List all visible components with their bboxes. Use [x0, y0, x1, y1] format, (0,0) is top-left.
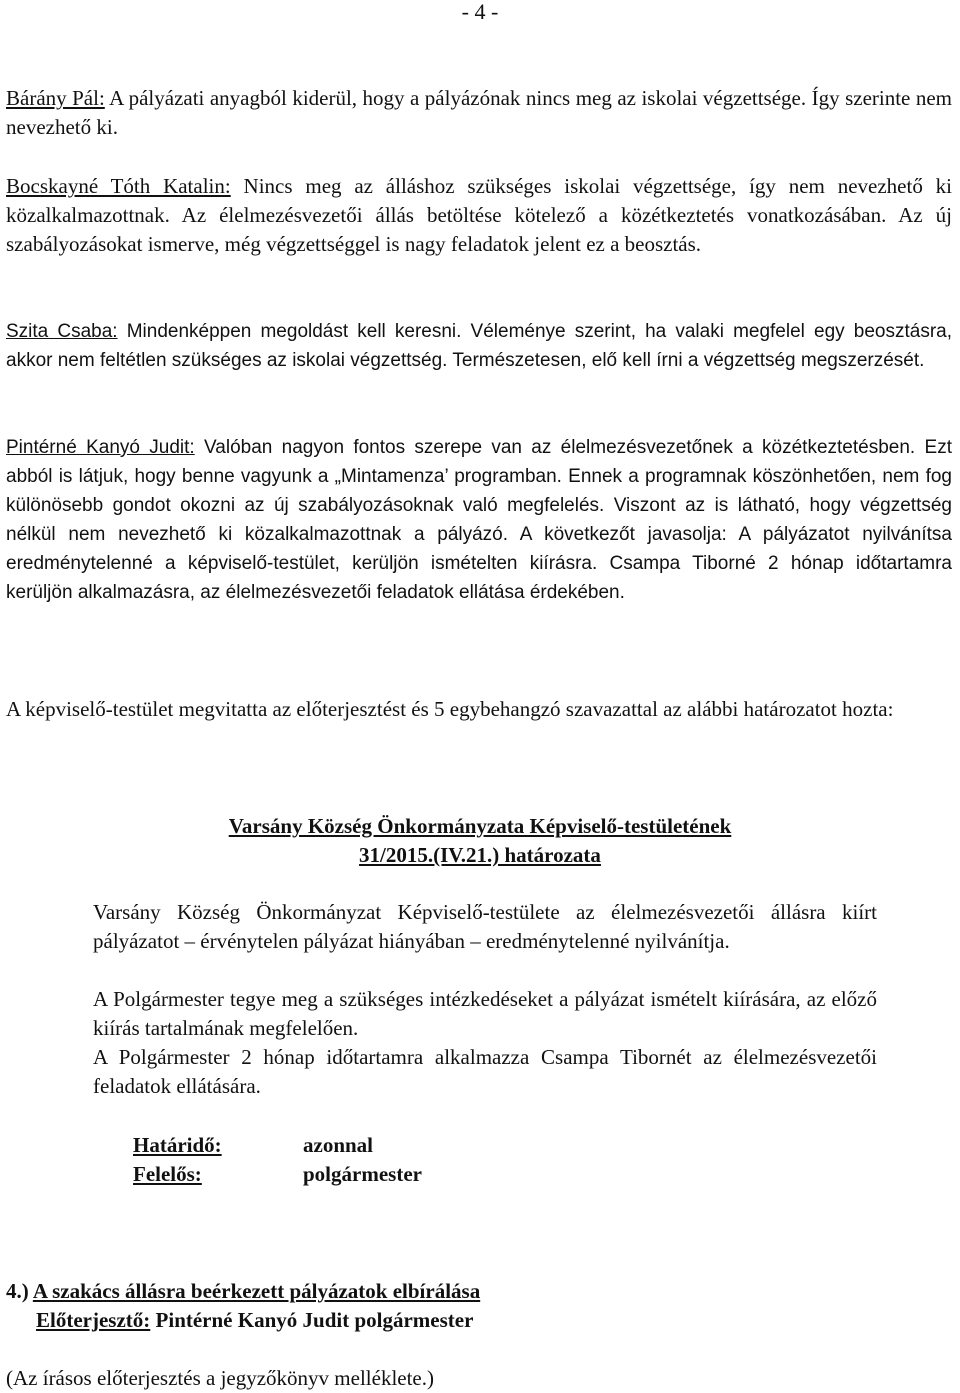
responsible-label: Felelős: [133, 1162, 202, 1186]
resolution-text-2: A Polgármester tegye meg a szükséges intézkedéseket a pályázat ismételt kiírására, az előző kiírás tartalmának megfelelően. [93, 987, 877, 1040]
paragraph-decision-intro [6, 695, 952, 724]
deadline-value: azonnal [303, 1133, 374, 1157]
page-number: - 4 - [461, 0, 499, 24]
paragraph-bocskayne [6, 172, 952, 259]
speaker-name: Pintérné Kanyó Judit: [6, 437, 195, 458]
responsible-value: polgármester [303, 1162, 422, 1186]
resolution-title-line2: 31/2015.(IV.21.) határozata [359, 843, 601, 867]
paragraph-barany-pal [6, 84, 952, 142]
paragraph-text: A képviselő-testület megvitatta az előterjesztést és 5 egybehangzó szavazattal az alábbi határozatot hozta: [6, 697, 894, 721]
agenda-title: A szakács állásra beérkezett pályázatok elbírálása [32, 1279, 481, 1303]
resolution-text-1: Varsány Község Önkormányzat Képviselő-testülete az élelmezésvezetői állásra kiírt pályázatot – érvénytelen pályázat hiányában – eredménytelenné nyilvánítja. [93, 900, 877, 953]
paragraph-szita-csaba [6, 317, 952, 375]
agenda-note: (Az írásos előterjesztés a jegyzőkönyv melléklete.) [6, 1366, 434, 1390]
speaker-name: Bocskayné Tóth Katalin: [6, 174, 231, 198]
agenda-presenter [36, 1306, 473, 1335]
speaker-name: Szita Csaba: [6, 321, 118, 342]
paragraph-text: Mindenképpen megoldást kell keresni. Véleménye szerint, ha valaki megfelel egy beosztásra, akkor nem feltétlen szükséges az iskolai végzettség. Természetesen, elő kell írni a végzettség megszerzését. [6, 321, 952, 371]
paragraph-pinterne [6, 433, 952, 607]
paragraph-text: A pályázati anyagból kiderül, hogy a pályázónak nincs meg az iskolai végzettsége. Így szerinte nem nevezhető ki. [6, 86, 953, 139]
paragraph-text: Valóban nagyon fontos szerepe van az élelmezésvezetőnek a közétkeztetésben. Ezt abból is látjuk, hogy benne vagyunk a „Mintamenza’ programban. Ennek a programnak köszönhetően, nem fog különösebb gondot okozni az új szabályozásoknak való megfelelés. Viszont az is látható, hogy végzettség nélkül nem nevezhető ki közalkalmazottnak a pályázó. A következőt javasolja: A pályázatot nyilvánítsa eredménytelenné a képviselő-testület, kerüljön ismételten kiírásra. Csampa Tiborné 2 hónap időtartamra kerüljön alkalmazásra, az élelmezésvezetői feladatok ellátása érdekében. [6, 437, 952, 603]
paragraph-text: Nincs meg az álláshoz szükséges iskolai végzettsége, így nem nevezhető ki közalkalmazottnak. Az élelmezésvezetői állás betöltése kötelező a közétkeztetés vonatkozásában. Az új szabályozásokat ismerve, még végzettséggel is nagy feladatok jelent ez a beosztás. [6, 174, 952, 256]
presenter-value: Pintérné Kanyó Judit polgármester [155, 1308, 474, 1332]
resolution-title-line1: Varsány Község Önkormányzata Képviselő-testületének [228, 814, 732, 838]
agenda-item [6, 1277, 480, 1306]
agenda-number: 4.) [6, 1279, 29, 1303]
speaker-name: Bárány Pál: [6, 86, 105, 110]
deadline-label: Határidő: [133, 1133, 222, 1157]
resolution-text-3: A Polgármester 2 hónap időtartamra alkalmazza Csampa Tibornét az élelmezésvezetői feladatok ellátására. [93, 1045, 877, 1098]
presenter-label: Előterjesztő: [36, 1308, 151, 1332]
